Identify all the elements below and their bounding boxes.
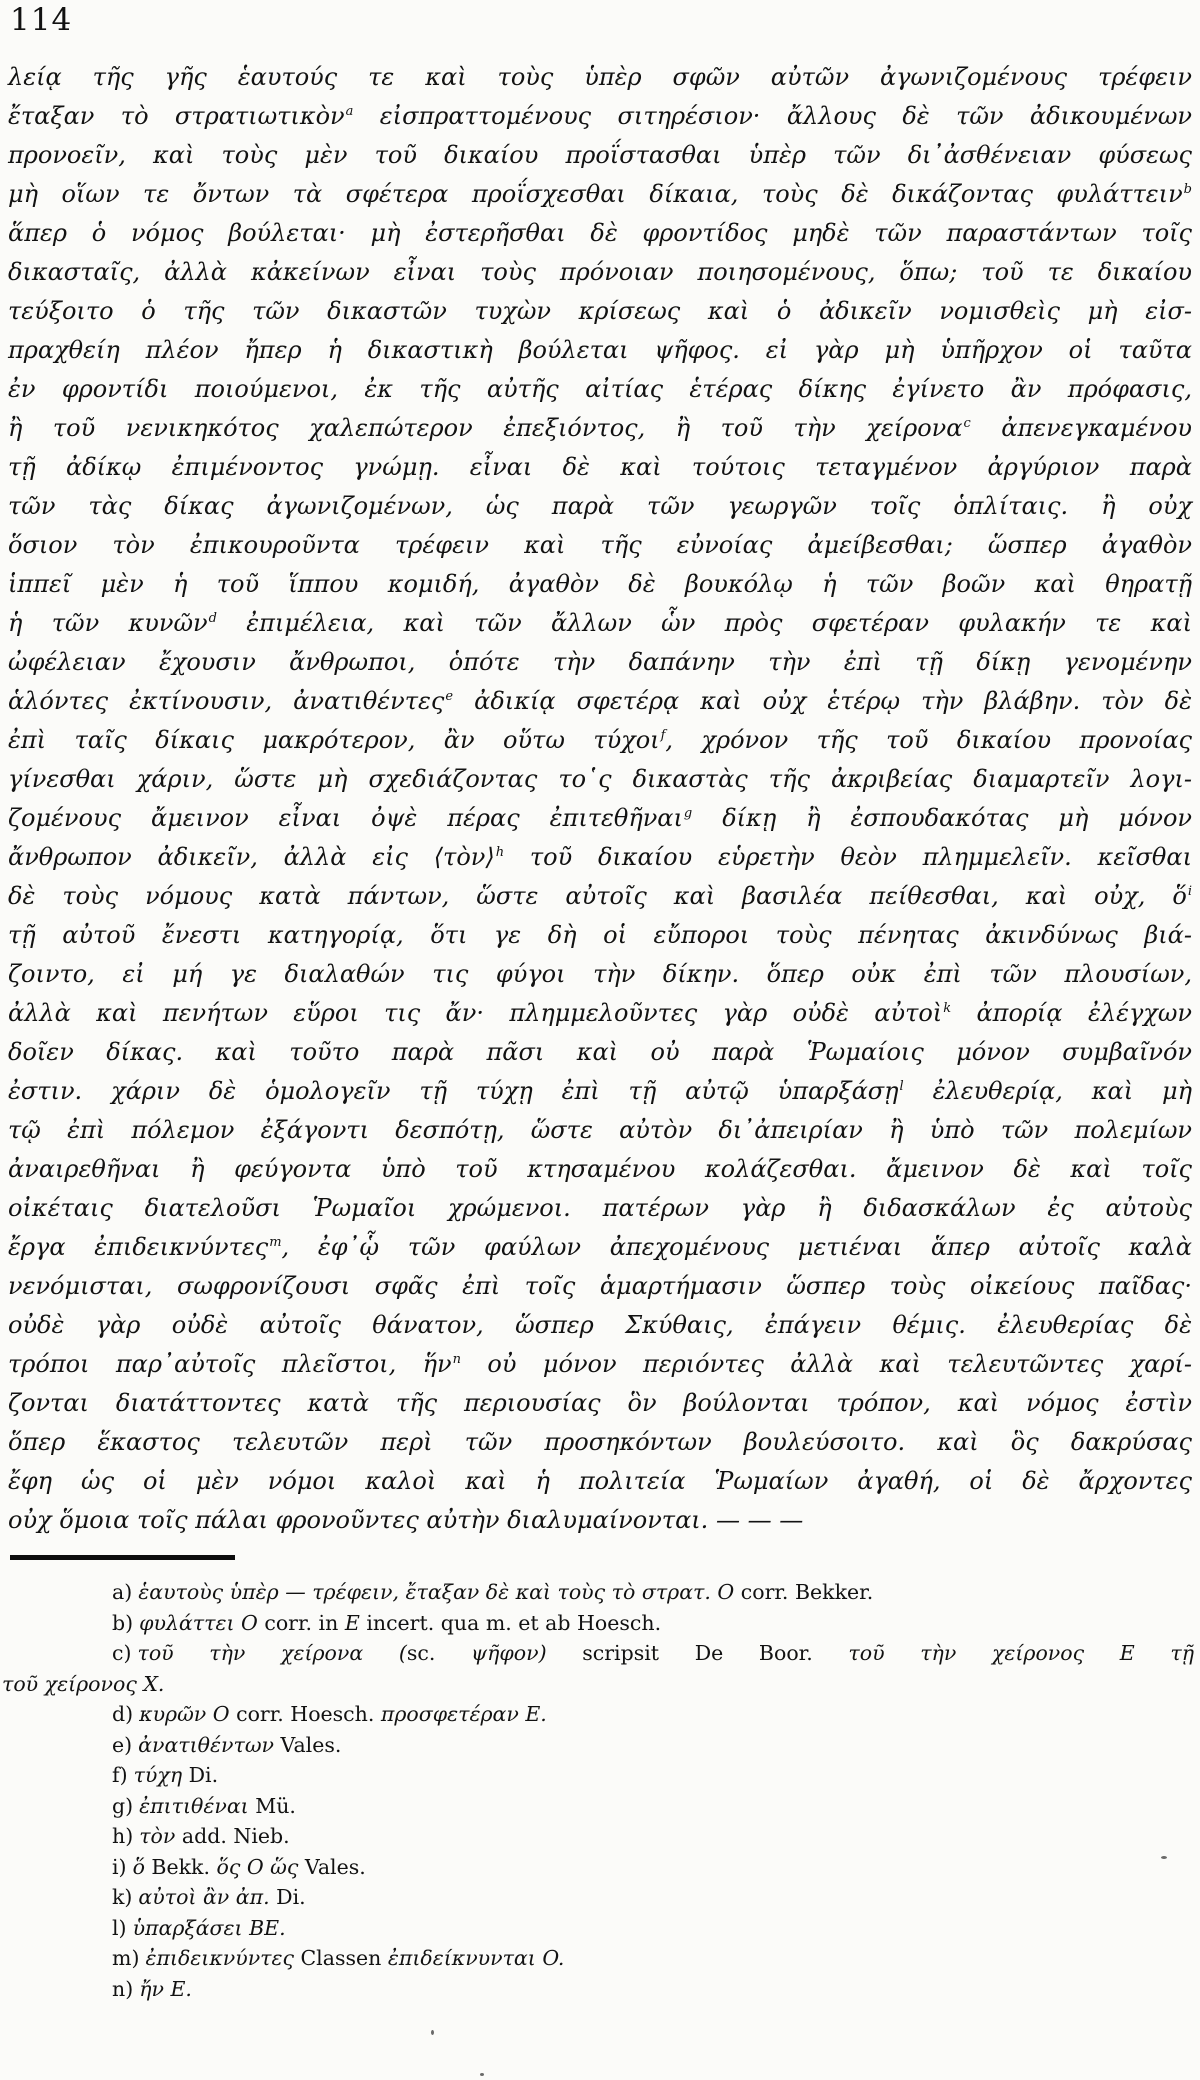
footnote-label: b) bbox=[112, 1610, 134, 1635]
body-line: τῇ ἀδίκῳ ἐπιμένοντος γνώμῃ. εἶναι δὲ καὶ τούτοις τεταγμένον ἀργύριον παρὰ bbox=[8, 453, 1192, 481]
footnote-latin-text: incert. qua m. et ab Hoesch. bbox=[366, 1610, 662, 1635]
footnote-greek-text: ἀνατιθέντων bbox=[138, 1732, 281, 1757]
body-line: μὴ οἵων τε ὄντων τὰ σφέτερα προΐσχεσθαι δίκαια, τοὺς δὲ δικάζοντας φυλάττειν$^b$ bbox=[8, 180, 1192, 208]
footnote-label: k) bbox=[112, 1885, 133, 1909]
footnote-label: f) bbox=[112, 1763, 128, 1787]
body-line: ἔταξαν τὸ στρατιωτικὸν$^a$ εἰσπραττομένους σιτηρέσιον· ἄλλους δὲ τῶν ἀδικουμένων bbox=[8, 102, 1192, 130]
footnote-greek-text: ψῆφον) bbox=[435, 1641, 583, 1665]
footnote-latin-text: Bekk. bbox=[151, 1854, 210, 1879]
footnote-greek-text: ὑπαρξάσει BE. bbox=[132, 1915, 286, 1940]
footnote-ref: h bbox=[495, 845, 505, 860]
footnote-line bbox=[2, 1821, 1194, 1852]
footnote-latin-text: corr. Bekker. bbox=[740, 1580, 874, 1604]
footnote-greek-text: ἐπιτιθέναι bbox=[139, 1793, 256, 1818]
footnote-ref: l bbox=[899, 1079, 904, 1094]
footnote-line bbox=[2, 1699, 1194, 1730]
body-line: ἢ τοῦ νενικηκότος χαλεπώτερον ἐπεξιόντος, ἢ τοῦ τὴν χείρονα$^c$ ἀπενεγκαμένου bbox=[8, 414, 1192, 442]
body-line: γίνεσθαι χάριν, ὥστε μὴ σχεδιάζοντας το῾ς δικαστὰς τῆς ἀκριβείας διαμαρτεῖν λογι- bbox=[8, 765, 1192, 793]
body-line: ἁλόντες ἐκτίνουσιν, ἀνατιθέντες$^e$ ἀδικίᾳ σφετέρᾳ καὶ οὐχ ἑτέρῳ τὴν βλάβην. τὸν δὲ bbox=[8, 687, 1192, 715]
body-line: ἐπὶ ταῖς δίκαις μακρότερον, ἂν οὕτω τύχοι$^f$, χρόνον τῆς τοῦ δικαίου προνοίας bbox=[8, 726, 1192, 754]
footnote-line bbox=[2, 1852, 1194, 1883]
footnote-line bbox=[2, 1608, 1194, 1639]
footnote-line bbox=[2, 1638, 1194, 1669]
body-line: ἀλλὰ καὶ πενήτων εὕροι τις ἄν· πλημμελοῦντες γὰρ οὐδὲ αὐτοὶ$^k$ ἀπορίᾳ ἐλέγχων bbox=[8, 999, 1192, 1027]
footnote-label: d) bbox=[112, 1702, 134, 1726]
scan-speck bbox=[431, 2030, 434, 2035]
page-number: 114 bbox=[10, 2, 73, 38]
footnote-latin-text: Mü. bbox=[255, 1793, 296, 1818]
footnote-greek-text: ἤν E. bbox=[139, 1976, 192, 2001]
footnote-ref: k bbox=[943, 1001, 952, 1016]
footnote-greek-text: τοῦ τὴν χείρονα ( bbox=[137, 1641, 407, 1665]
footnote-latin-text: Vales. bbox=[280, 1732, 342, 1757]
footnote-ref: d bbox=[208, 611, 217, 626]
body-line: πραχθείη πλέον ἤπερ ἡ δικαστικὴ βούλεται ψῆφος. εἰ γὰρ μὴ ὑπῆρχον οἱ ταῦτα bbox=[8, 336, 1192, 364]
footnote-greek-text: τοῦ τὴν χείρονος E τῇ bbox=[812, 1641, 1194, 1665]
footnote-greek-text: τύχη bbox=[133, 1763, 189, 1787]
body-line: ζομένους ἄμεινον εἶναι ὀψὲ πέρας ἐπιτεθῆναι$^g$ δίκῃ ἢ ἐσπουδακότας μὴ μόνον bbox=[8, 804, 1192, 832]
body-line: ἐστιν. χάριν δὲ ὁμολογεῖν τῇ τύχῃ ἐπὶ τῇ αὐτῷ ὑπαρξάσῃ$^l$ ἐλευθερίᾳ, καὶ μὴ bbox=[8, 1077, 1192, 1105]
body-line: νενόμισται, σωφρονίζουσι σφᾶς ἐπὶ τοῖς ἁμαρτήμασιν ὥσπερ τοὺς οἰκείους παῖδας· bbox=[8, 1272, 1192, 1300]
body-line: δὲ τοὺς νόμους κατὰ πάντων, ὥστε αὐτοῖς καὶ βασιλέα πείθεσθαι, καὶ οὐχ, ὅ$^i$ bbox=[8, 882, 1192, 910]
footnote-label: l) bbox=[112, 1915, 127, 1940]
footnote-greek-text: ἐπιδεικνύντες bbox=[145, 1946, 301, 1970]
footnote-greek-text: ὅς O ὥς bbox=[209, 1854, 305, 1879]
body-line: ἡ τῶν κυνῶν$^d$ ἐπιμέλεια, καὶ τῶν ἄλλων ὧν πρὸς σφετέραν φυλακήν τε καὶ bbox=[8, 609, 1193, 637]
footnote-greek-text: τοῦ χείρονος X. bbox=[2, 1671, 165, 1696]
footnote-latin-text: Vales. bbox=[304, 1854, 366, 1879]
footnote-latin-text: corr. in bbox=[264, 1610, 339, 1635]
footnote-ref: m bbox=[269, 1235, 282, 1250]
footnote-label: e) bbox=[112, 1732, 133, 1757]
body-line: ἅπερ ὁ νόμος βούλεται· μὴ ἐστερῆσθαι δὲ φροντίδος μηδὲ τῶν παραστάντων τοῖς bbox=[8, 219, 1192, 247]
body-line: οὐδὲ γὰρ οὐδὲ αὐτοῖς θάνατον, ὥσπερ Σκύθαις, ἐπάγειν θέμις. ἐλευθερίας δὲ bbox=[8, 1311, 1192, 1339]
footnote-latin-text: scripsit De Boor. bbox=[582, 1641, 813, 1665]
body-line: ὅπερ ἕκαστος τελευτῶν περὶ τῶν προσηκόντων βουλεύσοιτο. καὶ ὃς δακρύσας bbox=[8, 1428, 1192, 1456]
body-line: ἱππεῖ μὲν ἡ τοῦ ἵππου κομιδή, ἀγαθὸν δὲ βουκόλῳ ἡ τῶν βοῶν καὶ θηρατῇ bbox=[8, 570, 1192, 598]
footnote-line bbox=[2, 1669, 1194, 1700]
footnote-greek-text: φυλάττει O bbox=[139, 1610, 265, 1635]
footnote-ref: n bbox=[452, 1352, 461, 1367]
footnote-greek-text: ὅ bbox=[132, 1854, 152, 1879]
footnote-ref: c bbox=[963, 416, 971, 431]
footnote-latin-text: add. Nieb. bbox=[181, 1824, 290, 1848]
footnote-line bbox=[2, 1974, 1194, 2005]
scan-speck bbox=[1161, 1856, 1167, 1859]
footnote-latin-text: Classen bbox=[300, 1946, 382, 1970]
footnote-latin-text: sc. bbox=[406, 1641, 436, 1665]
body-line: ἔφη ὡς οἱ μὲν νόμοι καλοὶ καὶ ἡ πολιτεία Ῥωμαίων ἀγαθή, οἱ δὲ ἄρχοντες bbox=[8, 1467, 1192, 1495]
body-line: ὠφέλειαν ἔχουσιν ἄνθρωποι, ὁπότε τὴν δαπάνην τὴν ἐπὶ τῇ δίκῃ γενομένην bbox=[8, 648, 1192, 676]
footnote-label: n) bbox=[112, 1976, 134, 2001]
body-line: ἐν φροντίδι ποιούμενοι, ἐκ τῆς αὐτῆς αἰτίας ἑτέρας δίκης ἐγίνετο ἂν πρόφασις, bbox=[8, 375, 1192, 403]
body-line: τῷ ἐπὶ πόλεμον ἐξάγοντι δεσπότῃ, ὥστε αὐτὸν δι᾽ἀπειρίαν ἢ ὑπὸ τῶν πολεμίων bbox=[8, 1116, 1192, 1144]
footnote-label: h) bbox=[112, 1824, 134, 1848]
body-text bbox=[8, 58, 1192, 1540]
body-line: ἀναιρεθῆναι ἢ φεύγοντα ὑπὸ τοῦ κτησαμένου κολάζεσθαι. ἄμεινον δὲ καὶ τοῖς bbox=[8, 1155, 1192, 1183]
footnote-ref: b bbox=[1183, 182, 1192, 197]
scan-speck bbox=[480, 2073, 484, 2076]
footnote-line bbox=[2, 1913, 1194, 1944]
footnote-line bbox=[2, 1882, 1194, 1913]
footnote-label: m) bbox=[112, 1946, 140, 1970]
footnote-latin-text: corr. Hoesch. bbox=[236, 1702, 375, 1726]
footnote-latin-text: Di. bbox=[276, 1885, 306, 1909]
footnote-ref: g bbox=[683, 806, 693, 821]
footnotes-list bbox=[2, 1577, 1194, 2004]
footnote-latin-text: Di. bbox=[188, 1763, 219, 1787]
body-line: προνοεῖν, καὶ τοὺς μὲν τοῦ δικαίου προΐστασθαι ὑπὲρ τῶν δι᾽ἀσθένειαν φύσεως bbox=[8, 141, 1192, 169]
body-line: τῶν τὰς δίκας ἀγωνιζομένων, ὡς παρὰ τῶν γεωργῶν τοῖς ὁπλίταις. ἢ οὐχ bbox=[8, 492, 1192, 520]
footnote-ref: e bbox=[445, 689, 454, 704]
footnote-ref: i bbox=[1187, 884, 1192, 899]
body-line: τρόποι παρ᾽αὐτοῖς πλεῖστοι, ἥν$^n$ οὐ μόνον περιόντες ἀλλὰ καὶ τελευτῶντες χαρί- bbox=[8, 1350, 1192, 1378]
footnote-line bbox=[2, 1730, 1194, 1761]
footnote-label: i) bbox=[112, 1854, 127, 1879]
body-line: ἔργα ἐπιδεικνύντες$^m$, ἐφ᾽ᾧ τῶν φαύλων ἀπεχομένους μετιέναι ἅπερ αὐτοῖς καλὰ bbox=[8, 1233, 1193, 1261]
footnote-ref: a bbox=[345, 104, 354, 119]
body-line: ζοιντο, εἰ μή γε διαλαθών τις φύγοι τὴν δίκην. ὅπερ οὐκ ἐπὶ τῶν πλουσίων, bbox=[8, 960, 1192, 988]
footnote-greek-text: E bbox=[338, 1610, 367, 1635]
footnote-label: g) bbox=[112, 1793, 134, 1818]
body-line: οἰκέταις διατελοῦσι Ῥωμαῖοι χρώμενοι. πατέρων γὰρ ἢ διδασκάλων ἐς αὐτοὺς bbox=[8, 1194, 1192, 1222]
footnote-greek-text: ἐπιδείκνυνται O. bbox=[381, 1946, 565, 1970]
body-line: ζονται διατάττοντες κατὰ τῆς περιουσίας ὃν βούλονται τρόπον, καὶ νόμος ἐστὶν bbox=[8, 1389, 1192, 1417]
footnote-label: a) bbox=[112, 1580, 133, 1604]
body-line: τῇ αὐτοῦ ἔνεστι κατηγορίᾳ, ὅτι γε δὴ οἱ εὔποροι τοὺς πένητας ἀκινδύνως βιά- bbox=[8, 921, 1192, 949]
footnote-greek-text: αὐτοὶ ἂν ἀπ. bbox=[138, 1885, 277, 1909]
footnote-greek-text: προσφετέραν E. bbox=[374, 1702, 547, 1726]
body-line: λείᾳ τῆς γῆς ἑαυτούς τε καὶ τοὺς ὑπὲρ σφῶν αὐτῶν ἀγωνιζομένους τρέφειν bbox=[8, 63, 1192, 91]
body-line: δικασταῖς, ἀλλὰ κἀκείνων εἶναι τοὺς πρόνοιαν ποιησομένους, ὅπω; τοῦ τε δικαίου bbox=[8, 258, 1192, 286]
body-line: ὅσιον τὸν ἐπικουροῦντα τρέφειν καὶ τῆς εὐνοίας ἀμείβεσθαι; ὥσπερ ἀγαθὸν bbox=[8, 531, 1192, 559]
body-line: οὐχ ὅμοια τοῖς πάλαι φρονοῦντες αὐτὴν διαλυμαίνονται. — — — bbox=[8, 1506, 804, 1534]
footnote-line bbox=[2, 1791, 1194, 1822]
body-line: τεύξοιτο ὁ τῆς τῶν δικαστῶν τυχὼν κρίσεως καὶ ὁ ἀδικεῖν νομισθεὶς μὴ εἰσ- bbox=[8, 297, 1192, 325]
footnote-ref: f bbox=[660, 728, 666, 743]
footnote-greek-text: κυρῶν O bbox=[139, 1702, 237, 1726]
footnote-line bbox=[2, 1760, 1194, 1791]
footnote-greek-text: ἑαυτοὺς ὑπὲρ — τρέφειν, ἔταξαν δὲ καὶ τοὺς τὸ στρατ. O bbox=[138, 1580, 741, 1604]
footnote-line bbox=[2, 1577, 1194, 1608]
footnote-separator-rule bbox=[10, 1555, 235, 1560]
footnote-label: c) bbox=[112, 1641, 132, 1665]
footnote-greek-text: τὸν bbox=[139, 1824, 182, 1848]
footnote-line bbox=[2, 1943, 1194, 1974]
body-line: ἄνθρωπον ἀδικεῖν, ἀλλὰ εἰς ⟨τὸν⟩$^h$ τοῦ δικαίου εὑρετὴν θεὸν πλημμελεῖν. κεῖσθαι bbox=[8, 843, 1192, 871]
body-line: δοῖεν δίκας. καὶ τοῦτο παρὰ πᾶσι καὶ οὐ παρὰ Ῥωμαίοις μόνον συμβαῖνόν bbox=[8, 1038, 1192, 1066]
